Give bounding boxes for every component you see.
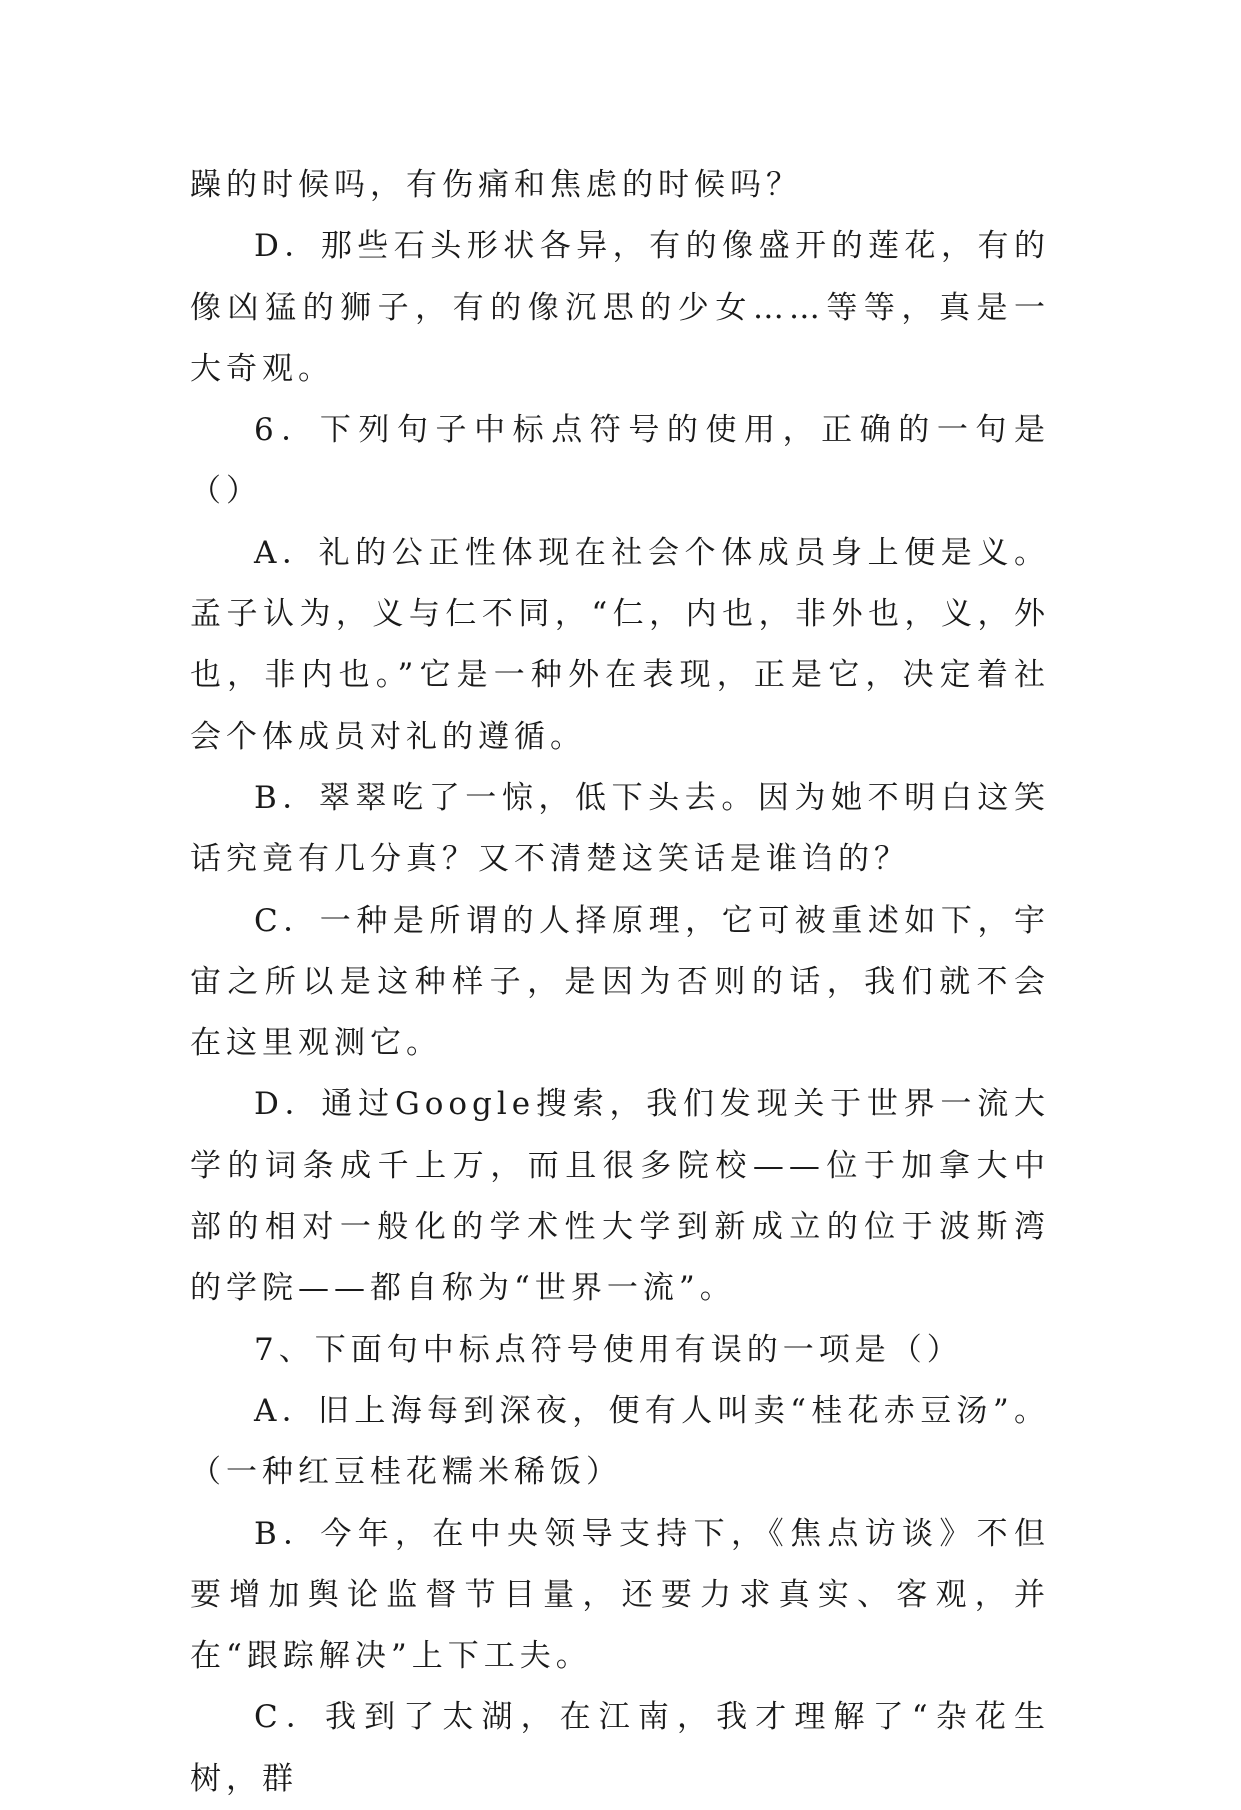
question-6: 6．下列句子中标点符号的使用，正确的一句是（） (190, 412, 1050, 510)
option-c-q6: C．一种是所谓的人择原理，它可被重述如下，宇宙之所以是这种样子，是因为否则的话，我们就不会在这里观测它。 (190, 902, 1050, 1062)
option-d-q5: D．那些石头形状各异，有的像盛开的莲花，有的像凶猛的狮子，有的像沉思的少女……等等，真是一大奇观。 (190, 228, 1050, 387)
question-7: 7、下面句中标点符号使用有误的一项是（） (254, 1331, 963, 1368)
option-d-q6: D．通过Google搜索，我们发现关于世界一流大学的词条成千上万，而且很多院校——位于加拿大中部的相对一般化的学术性大学到新成立的位于波斯湾的学院——都自称为“世界一流”。 (190, 1086, 1050, 1307)
document-body (190, 155, 1050, 1810)
paragraph-continuation: 躁的时候吗，有伤痛和焦虑的时候吗？ (190, 167, 802, 203)
option-b-q6: B．翠翠吃了一惊，低下头去。因为她不明白这笑话究竟有几分真？又不清楚这笑话是谁诌的？ (190, 779, 1050, 878)
option-b-q7: B．今年，在中央领导支持下，《焦点访谈》不但要增加舆论监督节目量，还要力求真实、客观，并在“跟踪解决”上下工夫。 (190, 1515, 1050, 1675)
option-a-q7: A．旧上海每到深夜，便有人叫卖“桂花赤豆汤”。（一种红豆桂花糯米稀饭） (190, 1392, 1050, 1491)
option-a-q6: A．礼的公正性体现在社会个体成员身上便是义。孟子认为，义与仁不同，“仁，内也，非外也，义，外也，非内也。”它是一种外在表现，正是它，决定着社会个体成员对礼的遵循。 (190, 534, 1050, 755)
option-c-q7: C．我到了太湖，在江南，我才理解了“杂花生树，群 (190, 1699, 1050, 1797)
